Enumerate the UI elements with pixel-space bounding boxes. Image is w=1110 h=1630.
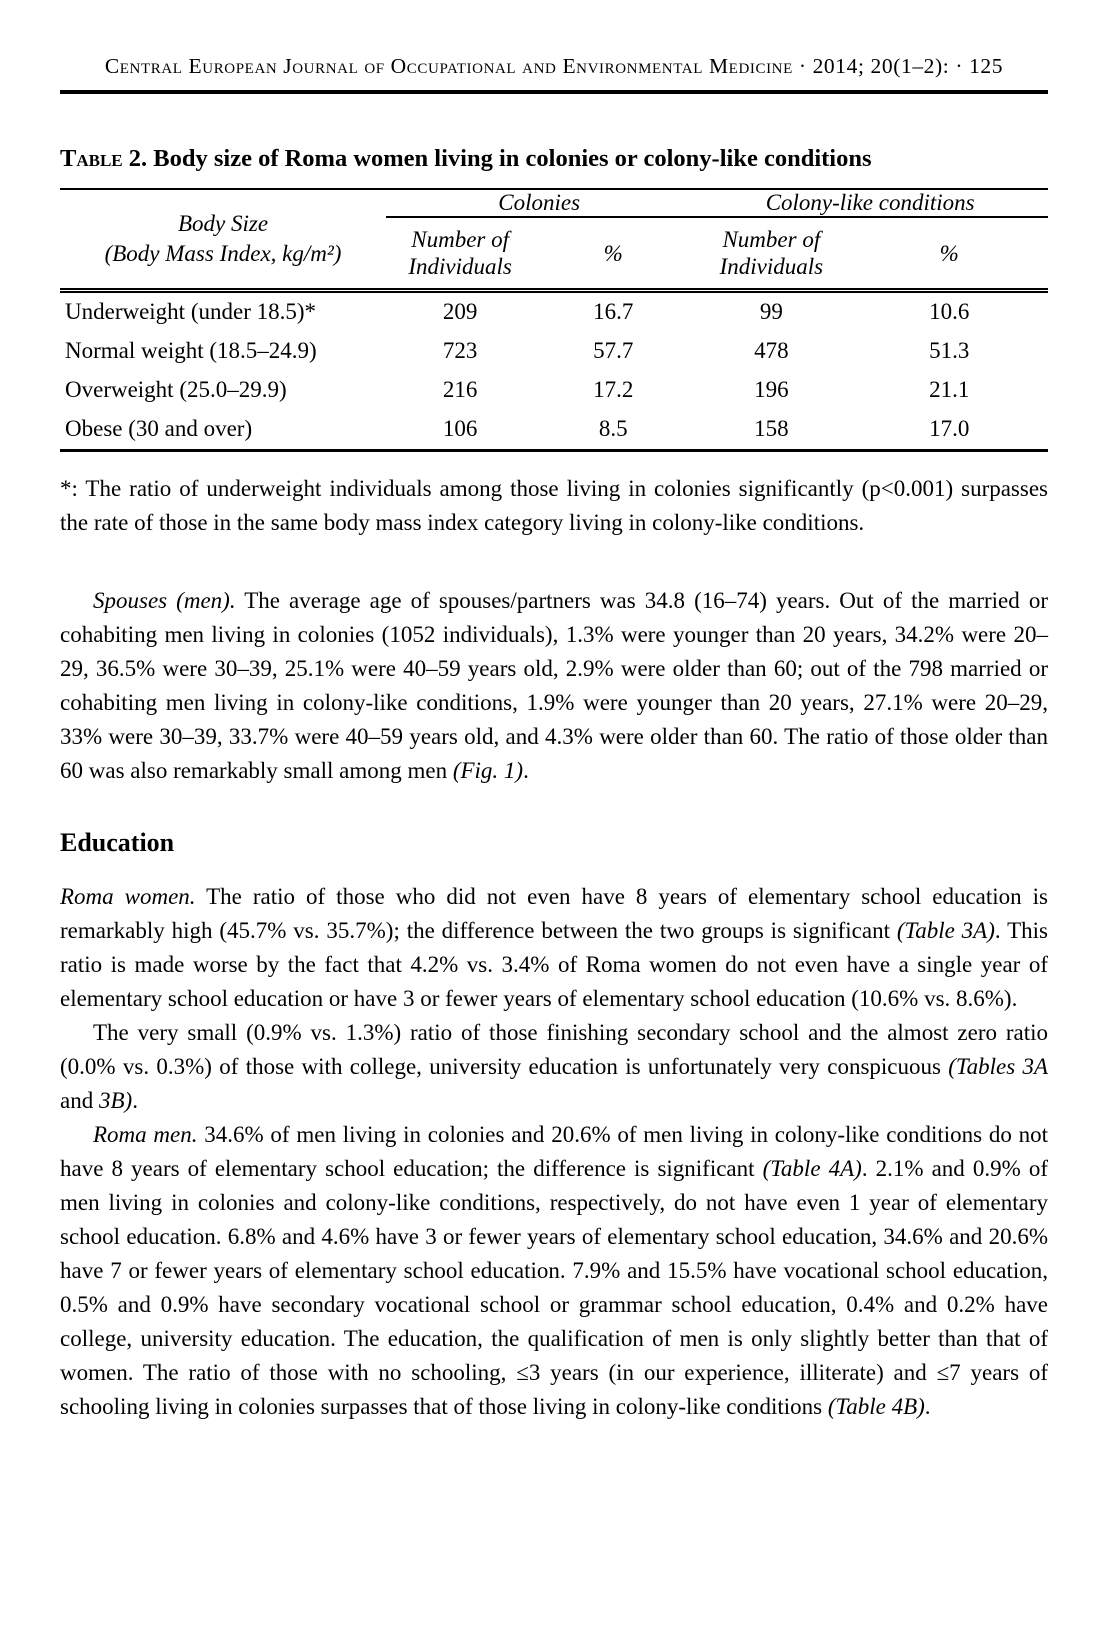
group-header-row bbox=[60, 189, 1048, 217]
table-row bbox=[60, 291, 1048, 333]
cell-colonies-pct: 57.7 bbox=[593, 338, 634, 363]
column-header-body-size bbox=[60, 189, 386, 291]
cell-body-size-label: Obese (30 and over) bbox=[60, 410, 386, 451]
cell-colony-like-n: 478 bbox=[754, 338, 789, 363]
column-header-number-colonies: Number of Individuals bbox=[386, 217, 534, 291]
column-group-colonies: Colonies bbox=[386, 189, 692, 217]
table-number-label: Table 2. bbox=[60, 145, 148, 172]
column-header-number-colony-like: Number of Individuals bbox=[692, 217, 850, 291]
cell-colony-like-pct: 10.6 bbox=[929, 299, 970, 324]
cell-colony-like-n: 158 bbox=[692, 410, 850, 451]
table-footnote: *: The ratio of underweight individuals among those living in colonies significantly (p<0.001) surpasses the rate of those in the same body mass index category living in colony-like conditions. bbox=[60, 476, 1048, 535]
secondary-school-paragraph: The very small (0.9% vs. 1.3%) ratio of those finishing secondary school and the almost zero ratio (0.0% vs. 0.3%) of those with college, university education is unfortunately very conspicuous (Tables 3A and 3B). bbox=[60, 1020, 1048, 1113]
table-title-text: Body size of Roma women living in colonies or colony-like conditions bbox=[147, 145, 872, 172]
header-rule bbox=[60, 90, 1048, 94]
spouses-paragraph: Spouses (men). The average age of spouses/partners was 34.8 (16–74) years. Out of the married or cohabiting men living in colonies (1052 individuals), 1.3% were younger than 20 years, 34.2% were 20–29, 36.5% were 30–39, 25.1% were 40–59 years old, 2.9% were older than 60; out of the 798 married or cohabiting men living in colony-like conditions, 1.9% were younger than 20 years, 27.1% were 20–29, 33% were 30–39, 33.7% were 40–59 years old, and 4.3% were older than 60. The ratio of those older than 60 was also remarkably small among men (Fig. 1). bbox=[60, 588, 1048, 783]
bmi-table bbox=[60, 188, 1048, 452]
cell-colony-like-n: 99 bbox=[759, 299, 783, 324]
cell-colonies-n: 106 bbox=[386, 410, 534, 451]
roma-women-paragraph: Roma women. The ratio of those who did not even have 8 years of elementary school education is remarkably high (45.7% vs. 35.7%); the difference between the two groups is significant (Table 3A). This ratio is made worse by the fact that 4.2% vs. 3.4% of Roma women do not even have a single year of elementary school education or have 3 or fewer years of elementary school education (10.6% vs. 8.6%). bbox=[60, 884, 1048, 1011]
table-title bbox=[60, 144, 1048, 174]
roma-men-paragraph: Roma men. 34.6% of men living in colonies and 20.6% of men living in colony-like conditions do not have 8 years of elementary school education; the difference is significant (Table 4A). 2.1% and 0.9% of men living in colonies and colony-like conditions, respectively, do not have even 1 year of elementary school education. 6.8% and 4.6% have 3 or fewer years of elementary school education, 34.6% and 20.6% have 7 or fewer years of elementary school education. 7.9% and 15.5% have vocational school education, 0.5% and 0.9% have secondary vocational school or grammar school education, 0.4% and 0.2% have college, university education. The education, the qualification of men is only slightly better than that of women. The ratio of those with no schooling, ≤3 years (in our experience, illiterate) and ≤7 years of schooling living in colonies surpasses that of those living in colony-like conditions (Table 4B). bbox=[60, 1122, 1048, 1419]
cell-colony-like-pct: 51.3 bbox=[929, 338, 970, 363]
cell-colony-like-pct: 21.1 bbox=[929, 377, 970, 402]
body-size-line1: Body Size bbox=[177, 211, 269, 236]
cell-colonies-pct: 17.2 bbox=[593, 377, 634, 402]
cell-colonies-pct: 16.7 bbox=[593, 299, 634, 324]
table-row bbox=[60, 371, 1048, 410]
cell-colony-like-pct: 17.0 bbox=[850, 410, 1048, 451]
cell-colonies-n: 209 bbox=[442, 299, 478, 324]
cell-body-size-label: Normal weight (18.5–24.9) bbox=[65, 338, 317, 363]
column-header-percent-colony-like: % bbox=[850, 217, 1048, 291]
journal-header: Central European Journal of Occupational and Environmental Medicine · 2014; 20(1–2): · 125 bbox=[104, 54, 1004, 78]
cell-colony-like-n: 196 bbox=[754, 377, 789, 402]
body-size-line2: (Body Mass Index, kg/m²) bbox=[104, 241, 342, 266]
cell-colonies-n: 723 bbox=[442, 338, 478, 363]
column-group-colony-like: Colony-like conditions bbox=[692, 189, 1048, 217]
cell-body-size-label: Underweight (under 18.5)* bbox=[65, 299, 317, 324]
table-row bbox=[60, 410, 1048, 451]
education-heading: Education bbox=[60, 828, 175, 857]
cell-colonies-pct: 8.5 bbox=[534, 410, 692, 451]
cell-colonies-n: 216 bbox=[442, 377, 478, 402]
cell-body-size-label: Overweight (25.0–29.9) bbox=[65, 377, 287, 402]
table-row bbox=[60, 332, 1048, 371]
column-header-percent-colonies: % bbox=[534, 217, 692, 291]
